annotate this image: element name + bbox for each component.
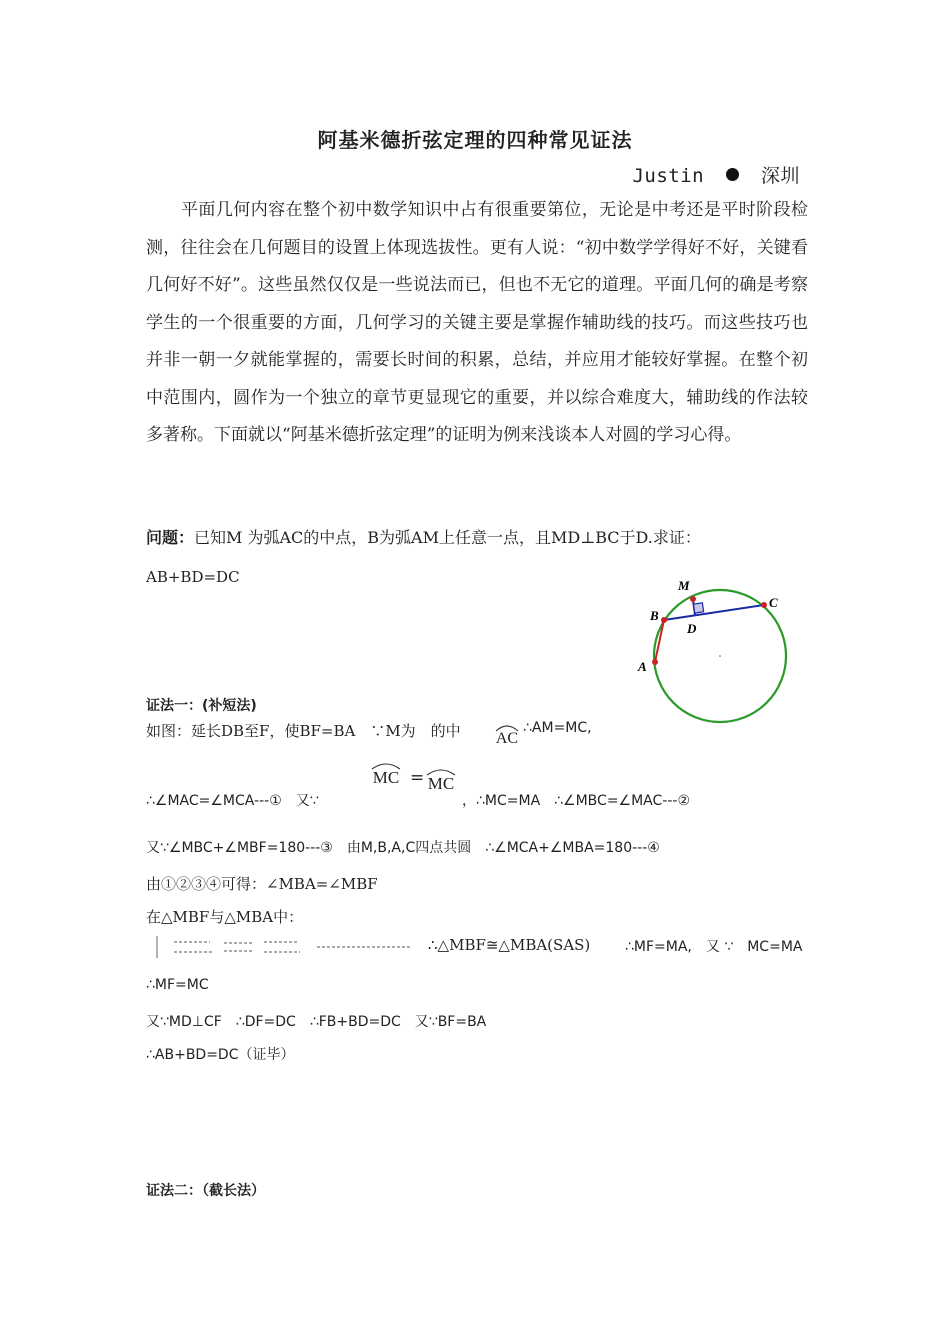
arc-mc-symbol-1	[370, 760, 402, 790]
arc-equals: =	[410, 768, 425, 788]
author-name: Justin	[632, 165, 705, 187]
arc-mc-label-1: MC	[372, 768, 400, 787]
author-city: 深圳	[760, 165, 800, 187]
proof1-heading: 证法一：(补短法)	[146, 698, 257, 714]
document-title: 阿基米德折弦定理的四种常见证法	[317, 128, 633, 152]
arc-ac-symbol	[494, 722, 520, 752]
center-dot	[719, 655, 721, 657]
arc-ac-label: AC	[495, 730, 519, 747]
proof1-line2-b: ，∴MC=MA ∴∠MBC=∠MAC---②	[462, 793, 690, 809]
problem-text: 已知M 为弧AC的中点，B为弧AM上任意一点，且MD⊥BC于D.求证：	[194, 528, 701, 547]
proof1-line6-b: ∴MF=MA, 又 ∵ MC=MA	[625, 939, 803, 955]
arc-mc-symbol-2	[425, 766, 457, 796]
problem-conclusion: AB+BD=DC	[146, 568, 240, 586]
point-a	[652, 659, 658, 665]
proof1-line9: ∴AB+BD=DC（证毕）	[146, 1047, 295, 1063]
geometry-figure	[630, 570, 800, 730]
label-m: M	[678, 578, 690, 593]
proof1-line1	[146, 720, 461, 741]
point-m	[690, 596, 696, 602]
proof1-line7: ∴MF=MC	[146, 977, 209, 993]
label-b: B	[650, 608, 659, 623]
proof1-line1-text: 如图：延长DB至F，使BF=BA ∵M为 的中	[146, 722, 461, 740]
author-line	[632, 161, 800, 188]
blurred-equation-block	[152, 934, 414, 960]
label-a: A	[638, 659, 647, 674]
label-c: C	[769, 595, 778, 610]
proof1-line3: 又∵∠MBC+∠MBF=180---③ 由M,B,A,C四点共圆 ∴∠MCA+∠MBA=180---④	[146, 840, 660, 856]
proof2-heading: 证法二：（截长法）	[146, 1183, 265, 1199]
right-angle-mark	[693, 603, 703, 613]
bullet-dot	[726, 168, 739, 181]
arc-mc-label-2: MC	[427, 774, 455, 793]
proof1-line5: 在△MBF与△MBA中：	[146, 908, 304, 926]
label-d: D	[687, 621, 697, 636]
proof1-line1-end: ∴AM=MC,	[523, 720, 592, 736]
point-c	[761, 602, 767, 608]
chord-bc	[664, 605, 764, 620]
proof1-line4: 由①②③④可得：∠MBA=∠MBF	[146, 875, 378, 893]
proof1-line6-a: ∴△MBF≅△MBA(SAS)	[428, 936, 591, 954]
point-b	[661, 617, 667, 623]
proof1-line2-a: ∴∠MAC=∠MCA---① 又∵	[146, 793, 319, 809]
problem-label: 问题：	[146, 528, 195, 547]
problem-statement	[146, 525, 701, 548]
proof1-line8: 又∵MD⊥CF ∴DF=DC ∴FB+BD=DC 又∵BF=BA	[146, 1014, 487, 1030]
intro-paragraph: 平面几何内容在整个初中数学知识中占有很重要第位，无论是中考还是平时阶段检测，往往会在几何题目的设置上体现选拔性。更有人说：“初中数学学得好不好，关键看几何好不好”。这些虽然仅仅是一些说法而已，但也不无它的道理。平面几何的确是考察学生的一个很重要的方面，几何学习的关键主要是掌握作辅助线的技巧。而这些技巧也并非一朝一夕就能掌握的，需要长时间的积累，总结，并应用才能较好掌握。在整个初中范围内，圆作为一个独立的章节更显现它的重要，并以综合难度大，辅助线的作法较多著称。下面就以“阿基米德折弦定理”的证明为例来浅谈本人对圆的学习心得。	[146, 200, 808, 445]
